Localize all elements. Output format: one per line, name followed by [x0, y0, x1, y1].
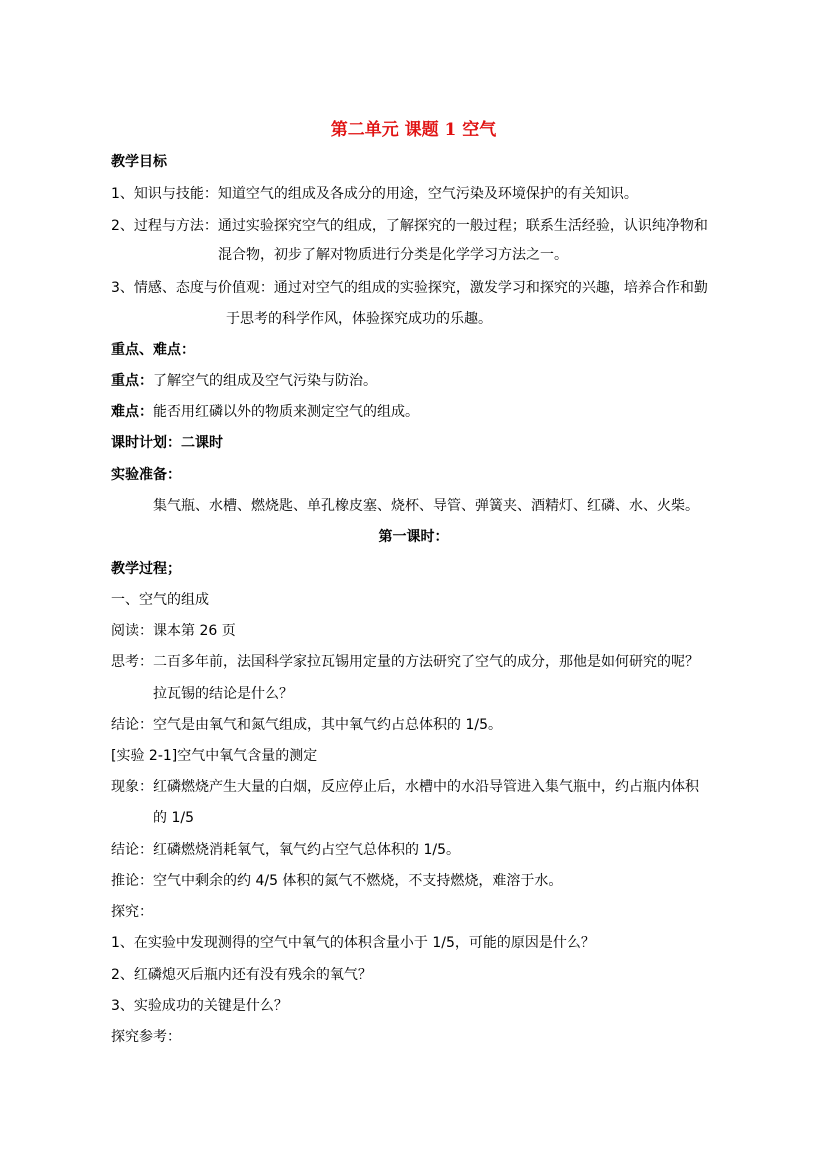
phenomenon-line-2: 的 1/5	[153, 810, 194, 826]
inference: 推论：空气中剩余的约 4/5 体积的氮气不燃烧，不支持燃烧，难溶于水。	[111, 873, 563, 889]
question-1: 1、在实验中发现测得的空气中氧气的体积含量小于 1/5，可能的原因是什么？	[111, 935, 595, 951]
goal-2-line-1: 2、过程与方法：通过实验探究空气的组成，了解探究的一般过程；联系生活经验，认识纯净物和	[111, 218, 708, 234]
explore-reference: 探究参考：	[111, 1029, 181, 1045]
goal-2-line-2: 混合物，初步了解对物质进行分类是化学学习方法之一。	[218, 247, 568, 263]
section-1: 一、空气的组成	[111, 592, 209, 608]
page-title: 第二单元 课题 1 空气	[330, 120, 497, 140]
phenomenon-line-1: 现象：红磷燃烧产生大量的白烟，反应停止后，水槽中的水沿导管进入集气瓶中，约占瓶内体积	[111, 779, 699, 795]
key-point	[111, 371, 377, 391]
conclusion-2: 结论：红磷燃烧消耗氧气，氧气约占空气总体积的 1/5。	[111, 842, 460, 858]
key-text: 了解空气的组成及空气污染与防治。	[153, 373, 377, 389]
lesson-plan: 课时计划：二课时	[111, 435, 223, 451]
difficult-point	[111, 402, 419, 422]
conclusion-1: 结论：空气是由氧气和氮气组成，其中氧气约占总体积的 1/5。	[111, 717, 502, 733]
keypoints-heading: 重点、难点：	[111, 342, 195, 358]
goal-1: 1、知识与技能：知道空气的组成及各成分的用途，空气污染及环境保护的有关知识。	[111, 186, 638, 202]
lesson-1-heading: 第一课时：	[378, 529, 449, 545]
process-heading: 教学过程；	[111, 561, 181, 577]
explore-heading: 探究：	[111, 904, 153, 920]
question-2: 2、红磷熄灭后瓶内还有没有残余的氧气？	[111, 967, 372, 983]
reading: 阅读：课本第 26 页	[111, 623, 236, 639]
prep-text: 集气瓶、水槽、燃烧匙、单孔橡皮塞、烧杯、导管、弹簧夹、酒精灯、红磷、水、火柴。	[153, 498, 699, 514]
goal-3-line-1: 3、情感、态度与价值观：通过对空气的组成的实验探究，激发学习和探究的兴趣，培养合作和勤	[111, 280, 708, 296]
key-label: 重点：	[111, 373, 153, 389]
goal-3-line-2: 于思考的科学作风，体验探究成功的乐趣。	[226, 311, 492, 327]
think-line-2: 拉瓦锡的结论是什么？	[153, 686, 293, 702]
think-line-1: 思考：二百多年前，法国科学家拉瓦锡用定量的方法研究了空气的成分，那他是如何研究的呢？	[111, 654, 699, 670]
prep-heading: 实验准备：	[111, 467, 181, 483]
experiment-title: [实验 2-1]空气中氧气含量的测定	[111, 748, 318, 764]
question-3: 3、实验成功的关键是什么？	[111, 998, 288, 1014]
diff-text: 能否用红磷以外的物质来测定空气的组成。	[153, 404, 419, 420]
diff-label: 难点：	[111, 404, 153, 420]
goals-heading: 教学目标	[111, 154, 167, 170]
